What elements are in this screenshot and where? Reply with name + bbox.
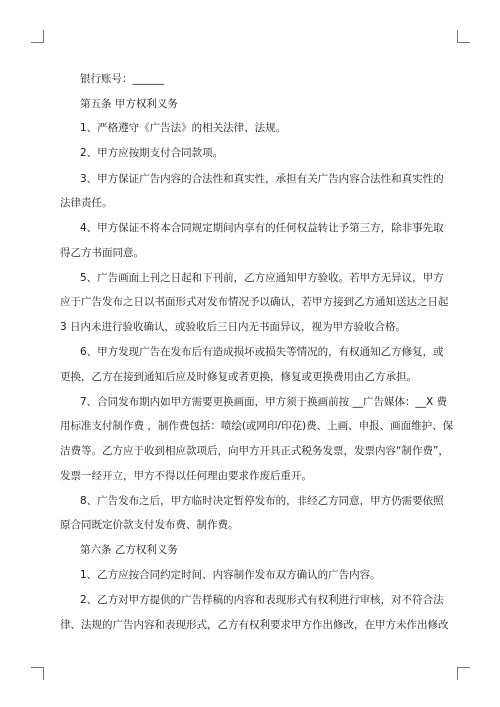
paragraph-line: 1、严格遵守《广告法》的相关法律、法规。 [80,122,287,134]
paragraph-line: 律、法规的广告内容和表现形式，乙方有权利要求甲方作出修改，在甲方未作出修改 [60,619,449,631]
bank-account-line: 银行账号：______ [80,73,164,85]
paragraph-line: 8、广告发布之后，甲方临时决定暂停发布的，非经乙方同意，甲方仍需要依照 [80,495,444,507]
paragraph-line: 3 日内未进行验收确认，或验收后三日内无书面异议，视为甲方验收合格。 [60,321,407,333]
paragraph-line: 原合同既定价款支付发布费、制作费。 [60,519,239,531]
paragraph-line: 洁费等。乙方应于收到相应款项后，向甲方开具正式税务发票，发票内容“制作费”， [60,445,449,457]
paragraph-line: 7、合同发布期内如甲方需要更换画面，甲方须于换画前按 __广告媒体：__X 费 [80,396,448,408]
paragraph-line: 2、甲方应按期支付合同款项。 [80,147,224,159]
paragraph-line: 用标准支付制作费 ，制作费包括：喷绘(或网印/印花)费、上画、申报、画面维护、保 [60,420,454,432]
crop-mark-top-left [31,30,44,43]
paragraph-line: 6、甲方发现广告在发布后有造成损坏或损失等情况的，有权通知乙方修复，或 [80,346,444,358]
section-heading: 第六条 乙方权利义务 [80,544,178,556]
paragraph-line: 5、广告画面上刊之日起和下刊前，乙方应通知甲方验收。若甲方无异议，甲方 [80,272,444,284]
crop-mark-bottom-right [457,667,470,680]
paragraph-line: 发票一经开立，甲方不得以任何理由要求作废后重开。 [60,470,312,482]
paragraph-line: 更换，乙方在接到通知后应及时修复或者更换，修复或更换费用由乙方承担。 [60,371,417,383]
paragraph-line: 法律责任。 [60,197,113,209]
paragraph-line: 2、乙方对甲方提供的广告样稿的内容和表现形式有权利进行审核，对不符合法 [80,594,444,606]
paragraph-line: 1、乙方应按合同约定时间、内容制作发布双方确认的广告内容。 [80,569,381,581]
paragraph-line: 4、甲方保证不将本合同规定期间内享有的任何权益转让予第三方，除非事先取 [80,222,444,234]
crop-mark-top-right [457,30,470,43]
paragraph-line: 得乙方书面同意。 [60,247,144,259]
crop-mark-bottom-left [31,667,44,680]
paragraph-line: 应于广告发布之日以书面形式对发布情况予以确认，若甲方接到乙方通知送达之日起 [60,296,449,308]
paragraph-line: 3、甲方保证广告内容的合法性和真实性，承担有关广告内容合法性和真实性的 [80,173,444,185]
section-heading: 第五条 甲方权利义务 [80,98,178,110]
